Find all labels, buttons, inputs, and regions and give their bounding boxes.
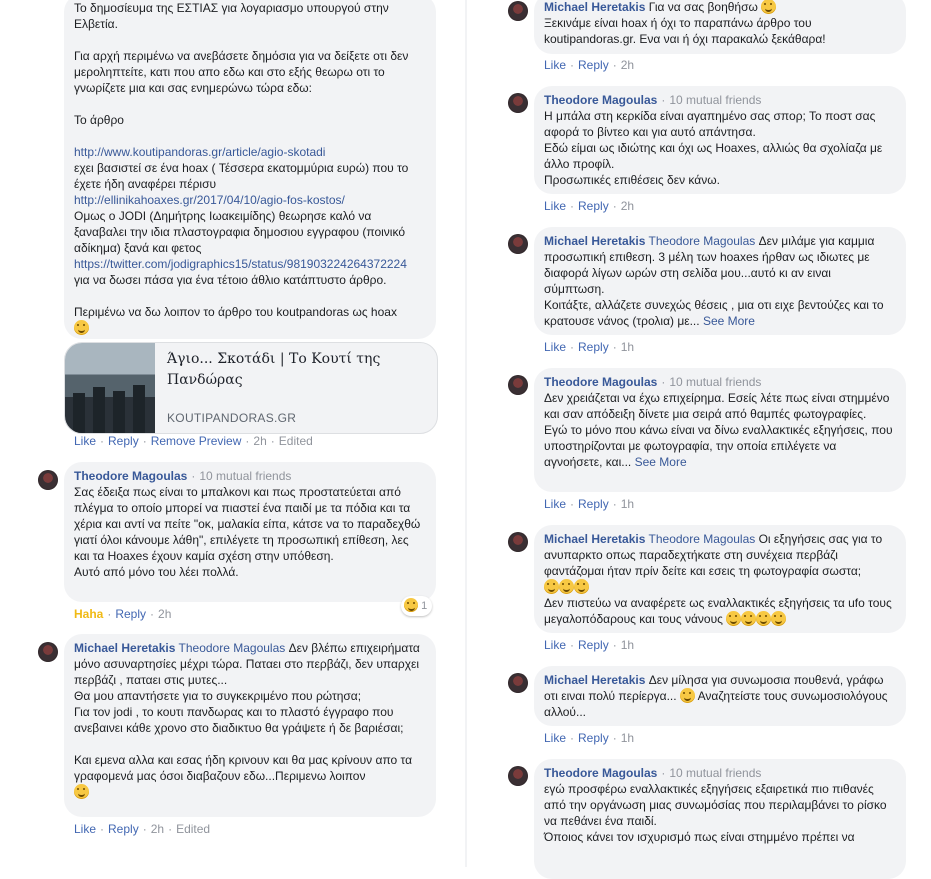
post-text-closing: Περιμένω να δω λοιπον το άρθρο του koutpandoras ως hoax (74, 304, 424, 336)
left-column (0, 0, 465, 867)
reaction-count: 1 (421, 600, 428, 612)
comment-bubble (534, 227, 906, 335)
avatar[interactable] (38, 470, 58, 490)
comment-actions: Haha · Reply · 2h (74, 607, 172, 621)
comment-actions: Like · Reply · 1h (544, 638, 635, 652)
timestamp[interactable]: 1h (620, 340, 635, 354)
author-name[interactable]: Theodore Magoulas (544, 766, 658, 780)
like-button[interactable]: Like (544, 497, 567, 511)
comment-text: Michael Heretakis Δεν μίλησα για συνωμοσια πουθενά, γράφω οτι ειναι πολύ περίεργα... Αναζητείστε τους συνωμοσιολόγους αλλού... (544, 673, 888, 719)
grinning-emoji-icon (574, 579, 589, 594)
grinning-emoji-icon (726, 611, 741, 626)
comment-text: Δεν χρειάζεται να έχω επιχείρημα. Εσείς λέτε πως είναι στημμένο και σαν απόδειξη δίνετε μια σειρά από θαμπές φωτογραφίες. Εγώ το μόνο που κάνω είναι να δίνω εναλλακτικές εξηγήσεις, που υποστηρίζονται με φωτογραφία, την οποία επιλέγετε να αγνοήσετε, και... See More (544, 391, 893, 469)
post-links-block (74, 144, 424, 288)
timestamp[interactable]: 2h (158, 607, 172, 621)
like-button[interactable]: Like (74, 434, 97, 448)
timestamp[interactable]: 1h (620, 497, 635, 511)
post-text-hoax: εχει βασιστεί σε ένα hoax ( Τέσσερα εκατομμύρια ευρώ) που το έχετε ήδη αναφέρει πέρισυ (74, 161, 409, 191)
author-name[interactable]: Michael Heretakis (544, 234, 646, 248)
avatar[interactable] (508, 93, 528, 113)
post-text-pass: για να δωσει πάσα για ένα τέτοιο άθλιο κατάπτυστο άρθρο. (74, 273, 387, 287)
reaction-count-badge[interactable] (401, 596, 432, 616)
like-button[interactable]: Like (544, 58, 567, 72)
avatar[interactable] (508, 375, 528, 395)
avatar[interactable] (508, 673, 528, 693)
timestamp[interactable]: 2h (620, 58, 635, 72)
avatar[interactable] (508, 234, 528, 254)
twitter-link[interactable]: https://twitter.com/jodigraphics15/status/981903224264372224 (74, 257, 407, 271)
post-text-intro: Το δημοσίευμα της ΕΣΤΙΑΣ για λογαριασμο υπουργού στην Ελβετία. (74, 1, 389, 31)
comment-text: εγώ προσφέρω εναλλακτικές εξηγήσεις εξαιρετικά πιο πιθανές από την οργάνωση μιας συνωμόσίας που περιλαμβάνει το ρίσκο να πεθάνει ένα παιδί. Όποιος κάνει τον ισχυρισμό πως είναι στημμένο πρέπει να (544, 782, 887, 844)
like-button[interactable]: Like (544, 199, 567, 213)
reply-button[interactable]: Reply (578, 58, 609, 72)
comment-text: Michael Heretakis Theodore Magoulas Δεν μιλάμε για καμμια προσωπική επιθεση. 3 μέλη των hoaxes ήρθαν ως ιδιωτες με διαφορά λίγων ωρών στη σελίδα μου...αυτό κι αν ειναι σύμπτωση. Κοιτάξτε, αλλάζετε συνεχώς θέσεις , μια οτι ειχε βεντούζες και το κρατουσε νάνος (τρολια) με... See More (544, 234, 884, 328)
reply-button[interactable]: Reply (108, 434, 139, 448)
comment-actions: Like · Reply · 2h (544, 199, 635, 213)
grinning-emoji-icon (741, 611, 756, 626)
comment-actions: Like · Reply · 1h (544, 731, 635, 745)
like-button[interactable]: Like (544, 731, 567, 745)
reply-button[interactable]: Reply (108, 822, 139, 836)
mutual-friends[interactable]: 10 mutual friends (199, 469, 292, 483)
post-bubble (64, 0, 436, 339)
comment-bubble (534, 0, 906, 54)
comment-text-2: Και εμενα αλλα και εσας ήδη κρινουν και θα μας κρίνουν απο τα γραφομενά μας όσοι διαβαζουν εδω...Περιμενω λοιπον (74, 752, 424, 800)
mutual-friends[interactable]: 10 mutual friends (669, 93, 762, 107)
author-name[interactable]: Michael Heretakis (544, 0, 646, 14)
avatar[interactable] (508, 1, 528, 21)
reply-button[interactable]: Reply (578, 638, 609, 652)
grinning-emoji-icon (559, 579, 574, 594)
reply-button[interactable]: Reply (578, 731, 609, 745)
see-more-link[interactable]: See More (702, 314, 755, 328)
haha-reaction-label[interactable]: Haha (74, 607, 104, 621)
timestamp[interactable]: 1h (620, 638, 635, 652)
reply-button[interactable]: Reply (578, 340, 609, 354)
grinning-emoji-icon (771, 611, 786, 626)
comment-actions: Like · Reply · 2h (544, 58, 635, 72)
comment-text: Michael Heretakis Theodore Magoulas Οι εξηγήσεις σας για το ανυπαρκτο οπως παραδεχτήκατε στη συνέχεια περβάζι φαντάζομαι ήταν πρίν δείτε και εσεις τη φωτογραφία σωστα; Δεν πιστεύω να αναφέρετε ως εναλλακτικές εξηγήσεις τα ufo τους μεγαλοπόδαρους και τους νάνους (544, 532, 892, 626)
author-name[interactable]: Theodore Magoulas (544, 93, 658, 107)
mutual-friends[interactable]: 10 mutual friends (669, 766, 762, 780)
comment-text: Σας έδειξα πως είναι το μπαλκονι και πως προστατεύεται από πλέγμα το οποίο μπορεί να πιαστεί ένα παιδί με τα πόδια και τα χέρια και αντί να πείτε "οκ, μαλακία είπα, κάτσε να το παραδεχθώ γιατί όλοι κάνουμε λάθη", επιλέγετε τη προσωπική επίθεση, λες και τα Hoaxes έχουν καμία σχέση στην υπόθεση. Αυτό από μόνο του λέει πολλά. (74, 485, 421, 579)
avatar[interactable] (508, 532, 528, 552)
reply-button[interactable]: Reply (115, 607, 147, 621)
post-text-article-label: Το άρθρο (74, 113, 124, 127)
see-more-link[interactable]: See More (634, 455, 687, 469)
right-column (467, 0, 931, 867)
avatar[interactable] (38, 642, 58, 662)
comment-text: Michael Heretakis Για να σας βοηθήσω Ξεκινάμε είναι hoax ή όχι το παραπάνω άρθρο του koutipandoras.gr. Ενα ναι ή όχι παρακαλώ ξεκάθαρα! (544, 0, 826, 46)
comment-bubble (534, 525, 906, 633)
like-button[interactable]: Like (544, 638, 567, 652)
ellinikahoaxes-link[interactable]: http://ellinikahoaxes.gr/2017/04/10/agio-fos-kostos/ (74, 193, 345, 207)
remove-preview-button[interactable]: Remove Preview (150, 434, 242, 448)
link-preview-domain: KOUTIPANDORAS.GR (167, 411, 297, 425)
comment-text: Michael Heretakis Theodore Magoulas Δεν βλέπω επιχειρήματα μόνο ασυναρτησίες μέχρι τώρα. Παταει στο περβάζι, δεν υπαρχει περβάζι , παταει στις μυτες... Θα μου απαντήσετε για το συγκεκριμένο που ρώτησα; Για τον jodi , το κουτι πανδωρας και το πλαστό έγγραφο που ανεβαινει κάθε χρονο στο διαδικτυο θα γράψετε ή δε βαριέσαι; (74, 641, 420, 735)
author-name[interactable]: Michael Heretakis (544, 673, 646, 687)
grinning-emoji-icon (756, 611, 771, 626)
timestamp[interactable]: 2h (253, 434, 267, 448)
comment-bubble: Theodore Magoulas · 10 mutual friends Η μπάλα στη κερκίδα είναι αγαπημένο σας σπορ; Το ποστ σας αφορά το βίντεο και για αυτό απάντησα. Εδώ είμαι ως ιδιώτης και όχι ως Hoaxes, αλλιώς θα σχολίαζα με άλλο προφίλ. Προσωπικές επιθέσεις δεν κάνω. (534, 86, 906, 194)
author-name[interactable]: Michael Heretakis (74, 641, 176, 655)
post-text-request: Για αρχή περιμένω να ανεβάσετε δημόσια για να δείξετε οτι δεν μεροληπτείτε, κατι που απο εδω και στο εξής θεωρω οτι το γνωρίζετε μια και σας ενημερώνω τώρα εδω: (74, 49, 409, 95)
article-link[interactable]: http://www.koutipandoras.gr/article/agio-skotadi (74, 145, 326, 159)
slightly-smiling-emoji-icon (680, 688, 695, 703)
link-preview-card[interactable] (64, 342, 438, 434)
avatar[interactable] (508, 766, 528, 786)
timestamp[interactable]: 2h (620, 199, 635, 213)
comment-bubble: Theodore Magoulas · 10 mutual friends Δεν χρειάζεται να έχω επιχείρημα. Εσείς λέτε πως είναι στημμένο και σαν απόδειξη δίνετε μια σειρά από θαμπές φωτογραφίες. Εγώ το μόνο που κάνω είναι να δίνω εναλλακτικές εξηγήσεις, που υποστηρίζονται με φωτογραφία, την οποία επιλέγετε να αγνοήσετε, και... See More (534, 368, 906, 492)
like-button[interactable]: Like (74, 822, 97, 836)
comment-text: Η μπάλα στη κερκίδα είναι αγαπημένο σας σπορ; Το ποστ σας αφορά το βίντεο και για αυτό απάντησα. Εδώ είμαι ως ιδιώτης και όχι ως Hoaxes, αλλιώς θα σχολίαζα με άλλο προφίλ. Προσωπικές επιθέσεις δεν κάνω. (544, 109, 883, 187)
reply-button[interactable]: Reply (578, 497, 609, 511)
post-actions: Like · Reply · Remove Preview · 2h · Edited (74, 434, 313, 448)
mention-tag[interactable]: Theodore Magoulas (648, 234, 756, 248)
comment-actions: Like · Reply · 1h (544, 340, 635, 354)
mention-tag[interactable]: Theodore Magoulas (178, 641, 286, 655)
mention-tag[interactable]: Theodore Magoulas (648, 532, 756, 546)
comment-actions: Like · Reply · 1h (544, 497, 635, 511)
edited-label[interactable]: Edited (176, 822, 211, 836)
slightly-smiling-emoji-icon (761, 0, 776, 14)
timestamp[interactable]: 1h (620, 731, 635, 745)
author-name[interactable]: Theodore Magoulas (74, 469, 188, 483)
author-name[interactable]: Theodore Magoulas (544, 375, 658, 389)
post-text-jodi: Ομως ο JODI (Δημήτρης Ιωακειμίδης) θεωρησε καλό να ξαναβαλει την ιδια πλαστογραφια δημοσιου εγγραφου (ποινικό αδίκημα) ξανά και φετος (74, 209, 406, 255)
comment-bubble (534, 666, 906, 726)
author-name[interactable]: Michael Heretakis (544, 532, 646, 546)
like-button[interactable]: Like (544, 340, 567, 354)
edited-label[interactable]: Edited (278, 434, 313, 448)
comment-actions: Like · Reply · 2h · Edited (74, 822, 211, 836)
comment-bubble: Theodore Magoulas · 10 mutual friends εγώ προσφέρω εναλλακτικές εξηγήσεις εξαιρετικά πιο πιθανές από την οργάνωση μιας συνωμόσίας που περιλαμβάνει το ρίσκο να πεθάνει ένα παιδί. Όποιος κάνει τον ισχυρισμό πως είναι στημμένο πρέπει να (534, 759, 906, 879)
mutual-friends[interactable]: 10 mutual friends (669, 375, 762, 389)
link-preview-title: Άγιο... Σκοτάδι | Το Κουτί της Πανδώρας (167, 351, 381, 388)
slightly-smiling-emoji-icon (74, 784, 89, 799)
haha-emoji-icon (404, 598, 418, 612)
link-preview-thumbnail (65, 343, 155, 433)
slightly-smiling-emoji-icon (74, 320, 89, 335)
comment-bubble (64, 634, 436, 817)
comment-bubble: Theodore Magoulas · 10 mutual friends Σας έδειξα πως είναι το μπαλκονι και πως προστατεύεται από πλέγμα το οποίο μπορεί να πιαστεί ένα παιδί με τα πόδια και τα χέρια και αντί να πείτε "οκ, μαλακία είπα, κάτσε να το παραδεχθώ γιατί όλοι κάνουμε λάθη", επιλέγετε τη προσωπική επίθεση, λες και τα Hoaxes έχουν καμία σχέση στην υπόθεση. Αυτό από μόνο του λέει πολλά. (64, 462, 436, 602)
grinning-emoji-icon (544, 579, 559, 594)
reply-button[interactable]: Reply (578, 199, 609, 213)
timestamp[interactable]: 2h (150, 822, 165, 836)
